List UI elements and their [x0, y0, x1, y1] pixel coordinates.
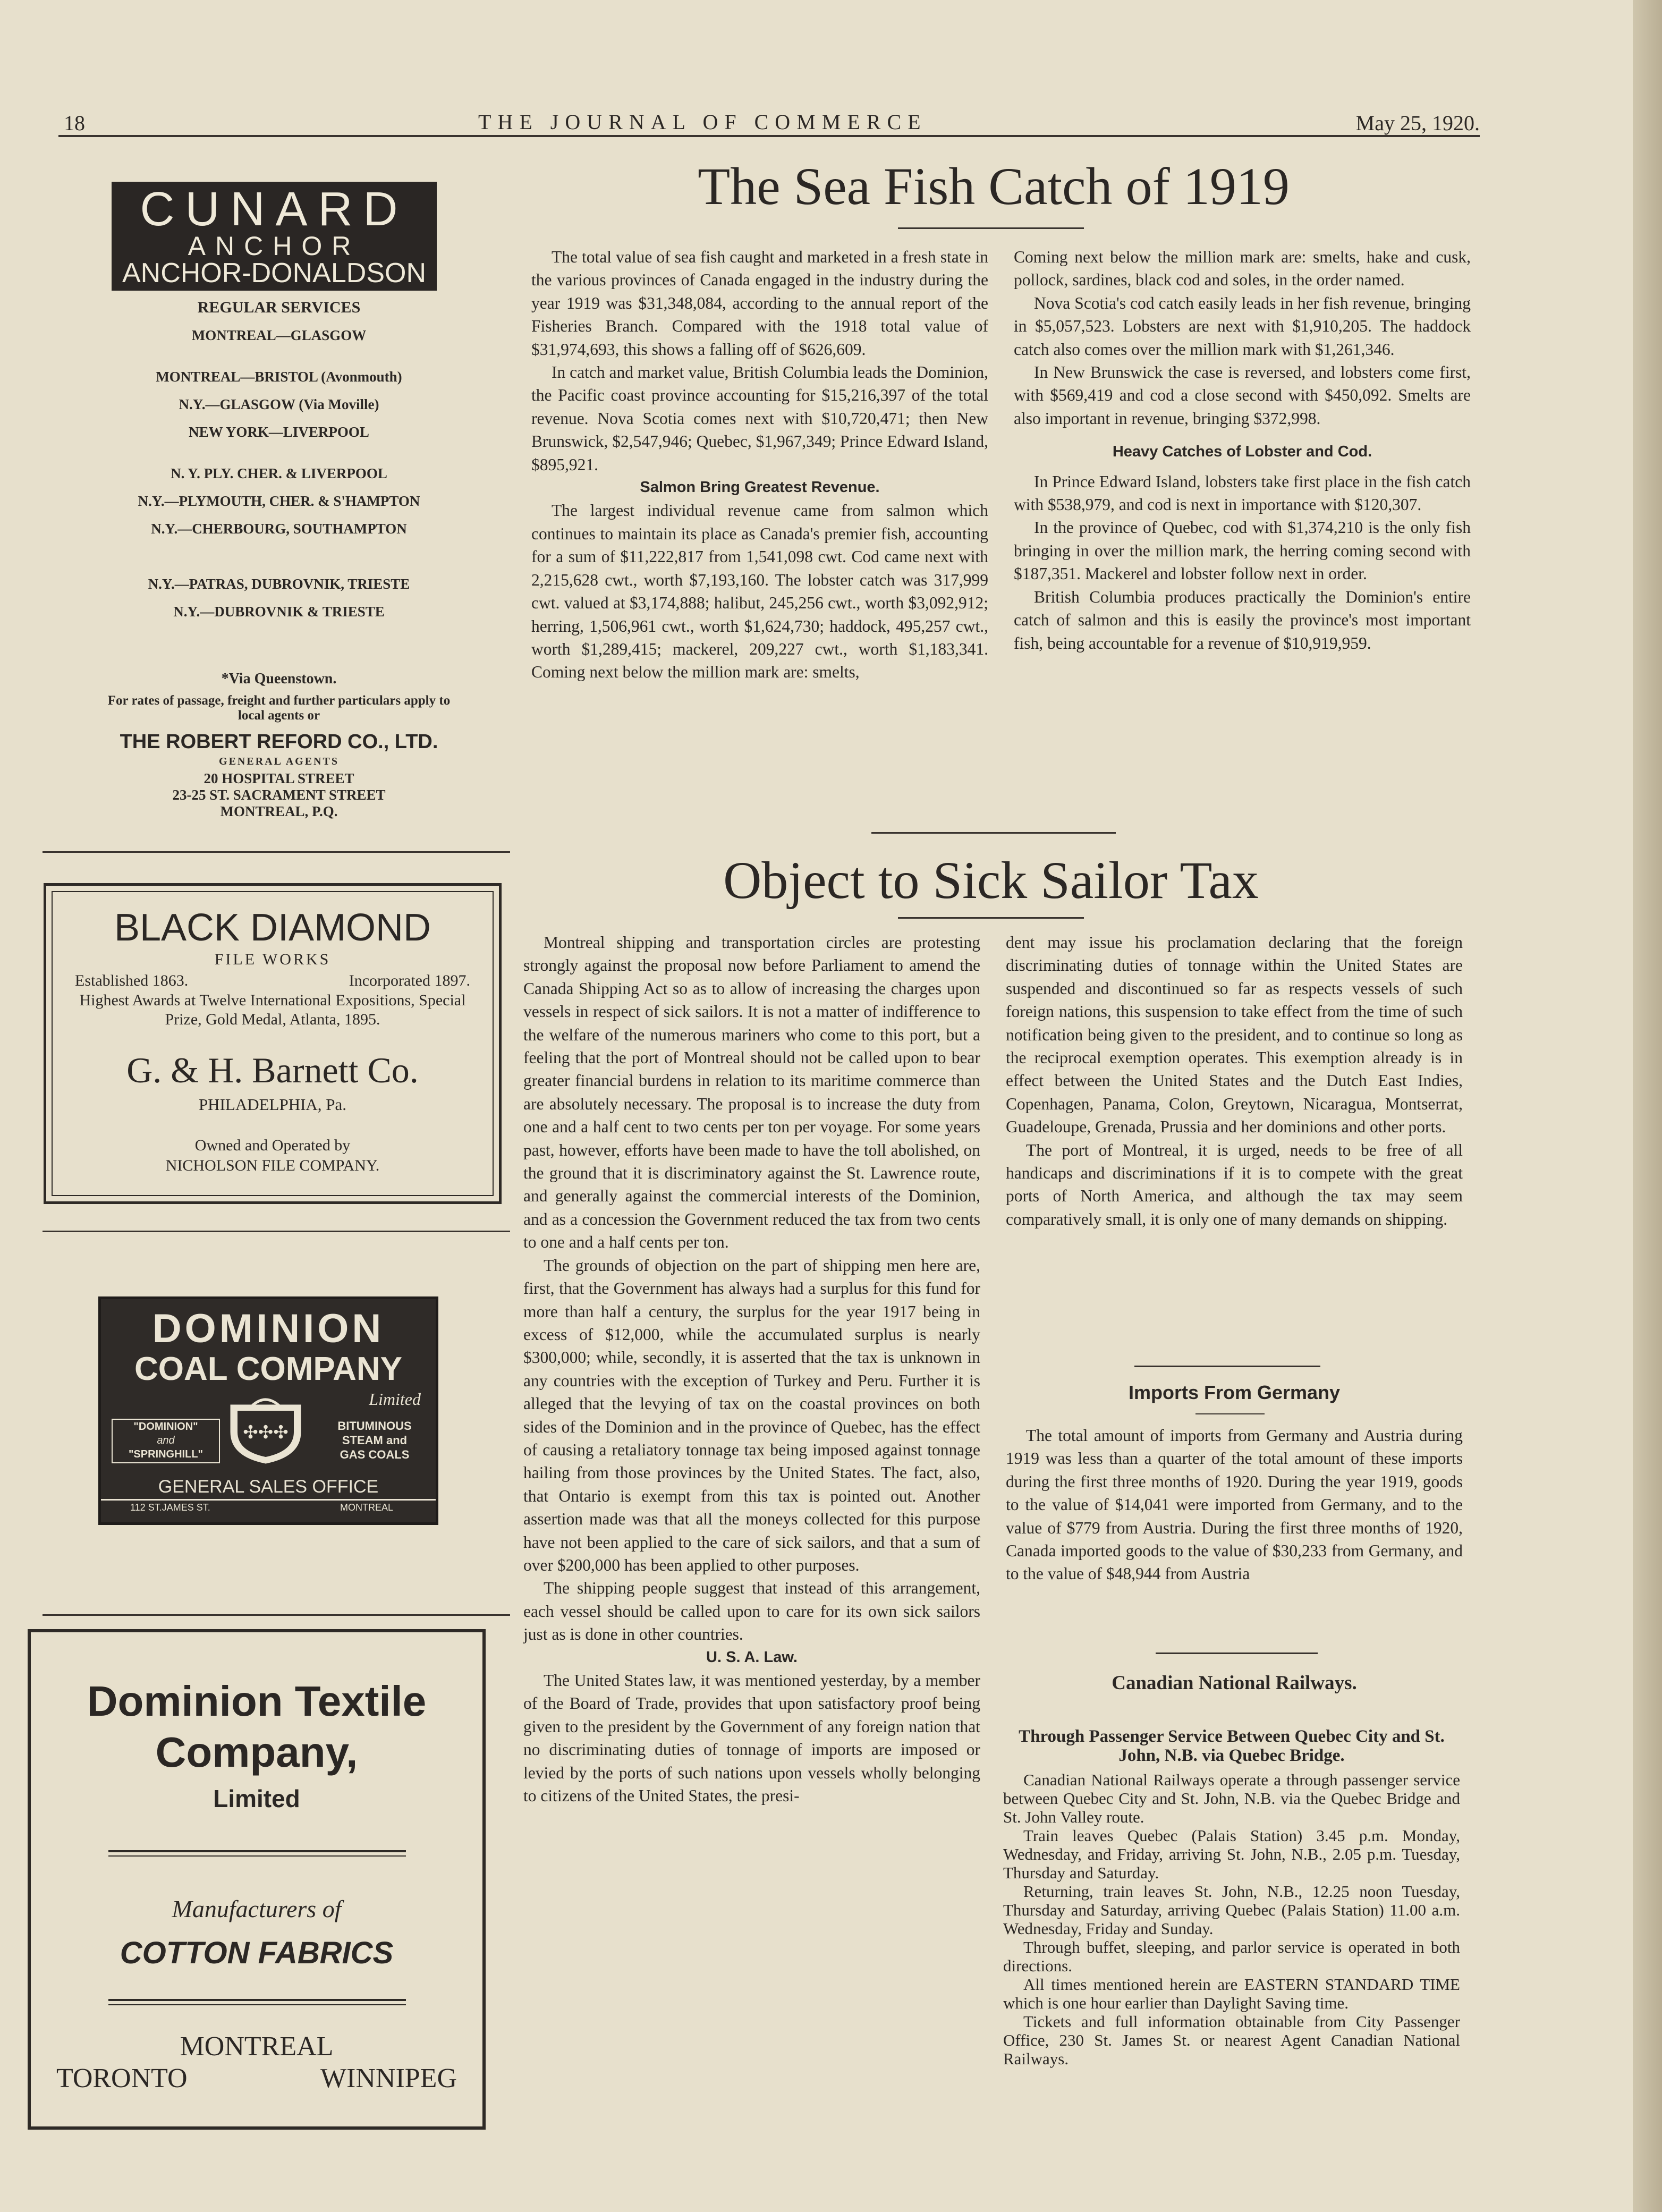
coal-left3: "SPRINGHILL" — [128, 1448, 203, 1460]
cunard-general-agents: GENERAL AGENTS — [219, 756, 339, 767]
cnr-para: All times mentioned herein are EASTERN STANDARD TIME which is one hour earlier than Daylight Saving time. — [1003, 1975, 1460, 2012]
sea-fish-subhead-lobster: Heavy Catches of Lobster and Cod. — [1112, 443, 1372, 461]
sick-sailor-para: The port of Montreal, it is urged, needs to be free of all handicaps and discriminations if it is to compete with the great ports of North America, and although the tax may seem comparatively small, it is only one of many demands on shipping. — [1006, 1140, 1463, 1228]
cnr-subhead: Through Passenger Service Between Quebec City and St. John, N.B. via Quebec Bridge. — [1019, 1727, 1445, 1765]
black-diamond-incorporated: Incorporated 1897. — [349, 972, 470, 989]
black-diamond-awards: Highest Awards at Twelve International Expositions, Special Prize, Gold Medal, Atlanta, 1895. — [79, 991, 466, 1028]
cunard-route-title: N.Y.—PLYMOUTH, CHER. & S'HAMPTON — [138, 493, 420, 509]
sea-fish-col2 — [1014, 245, 1471, 655]
textile-city-winnipeg: WINNIPEG — [320, 2063, 457, 2094]
article-divider — [871, 832, 1116, 834]
sick-sailor-para: The United States law, it was mentioned yesterday, by a member of the Board of Trade, provides that upon satisfactory proof being given to the president by the Government of any foreign nation that no discriminating duties of tonnage of imports are imposed or levied by the ports of such nations upon vessels wholly belonging to citizens of the United States, the presi- — [523, 1671, 980, 1806]
sea-fish-headline: The Sea Fish Catch of 1919 — [698, 157, 1290, 216]
coal-line1: DOMINION — [152, 1306, 385, 1351]
coal-left1: "DOMINION" — [133, 1421, 198, 1433]
black-diamond-title: BLACK DIAMOND — [114, 906, 431, 949]
black-diamond-subtitle: FILE WORKS — [214, 951, 331, 968]
cunard-route-title: MONTREAL—GLASGOW — [191, 327, 367, 343]
ad-divider-2 — [43, 1231, 510, 1232]
coal-limited: Limited — [369, 1389, 421, 1409]
cunard-route-title: N.Y.—CHERBOURG, SOUTHAMPTON — [151, 521, 407, 537]
sick-sailor-headline-rule — [898, 917, 1084, 919]
header-rule — [58, 135, 1480, 137]
cunard-line3: ANCHOR-DONALDSON — [122, 258, 427, 289]
sick-sailor-para: The grounds of objection on the part of shipping men here are, first, that the Government has always had a surplus for this fund for more than half a century, the surplus for the year 1917 being in excess of $12,000, while the accumulated surplus is nearly $300,000; while, secondly, it is asserted that the tax is unknown in any countries with the exception of Turkey and Peru. Further it is alleged that the levying of tax on the coastal provinces on both sides of the Dominion and in the province of Quebec, has the effect of causing a retaliatory tonnage tax being imposed against tonnage hailing from those provinces by the United States. The fact, also, that Ontario is exempt from this tax is pointed out. Another assertion made was that all the moneys collected for this purpose have not been applied to the care of sick sailors, and that a sum of over $200,000 has been applied to other purposes. — [523, 1256, 980, 1574]
cnr-top-rule — [1156, 1652, 1318, 1654]
sick-sailor-para: dent may issue his proclamation declaring that the foreign discriminating duties of tonnage within the United States are suspended and discontinued so far as respects vessels of such foreign nations, this suspension to take effect from the time of such notification being given to the president, and to continue so long as the reciprocal exemption operates. This exemption already is in effect between the United States and the Dutch East Indies, Copenhagen, Panama, Colon, Greytown, Nicaragua, Montserrat, Guadeloupe, Grenada, Prussia and her dominions and other ports. — [1006, 933, 1463, 1137]
cnr-para: Canadian National Railways operate a through passenger service between Quebec City and St. John, N.B. via the Quebec Bridge and St. John Valley route. — [1003, 1770, 1460, 1826]
textile-product: COTTON FABRICS — [120, 1936, 394, 1970]
sick-sailor-subhead-usa: U. S. A. Law. — [706, 1648, 798, 1666]
cunard-route-title: N.Y.—GLASGOW (Via Moville) — [179, 396, 379, 412]
sea-fish-subhead-salmon: Salmon Bring Greatest Revenue. — [640, 479, 880, 496]
textile-limited: Limited — [213, 1785, 300, 1812]
cunard-regular-services: REGULAR SERVICES — [197, 299, 361, 316]
coal-right3: GAS COALS — [340, 1448, 410, 1461]
coal-right1: BITUMINOUS — [337, 1419, 412, 1433]
sea-fish-para: The total value of sea fish caught and marketed in a fresh state in the various provinces of Canada engaged in the industry during the year 1919 was $31,348,084, according to the annual report of the Fisheries Branch. Compared with the 1918 total value of $31,974,693, this shows a falling off of $626,609. — [531, 248, 988, 359]
cunard-address1: 20 HOSPITAL STREET — [203, 770, 354, 786]
coal-line2: COAL COMPANY — [134, 1351, 403, 1387]
cunard-route-title: N.Y.—PATRAS, DUBROVNIK, TRIESTE — [148, 576, 410, 592]
sea-fish-headline-rule — [898, 227, 1084, 229]
cunard-rates-note: For rates of passage, freight and further particulars apply to local agents or — [107, 693, 451, 723]
sea-fish-col1 — [531, 245, 988, 684]
barnett-city: PHILADELPHIA, Pa. — [198, 1095, 347, 1114]
coal-brand-box — [112, 1419, 220, 1463]
textile-city-toronto: TORONTO — [56, 2063, 188, 2094]
barnett-company: G. & H. Barnett Co. — [126, 1050, 419, 1090]
coal-city: MONTREAL — [340, 1502, 393, 1513]
textile-city-montreal: MONTREAL — [180, 2031, 334, 2062]
running-head — [58, 106, 1480, 138]
sick-sailor-col2 — [1006, 931, 1463, 1231]
sick-sailor-col1 — [523, 931, 980, 1807]
page-edge-shadow — [1633, 0, 1662, 2212]
cunard-via-note: *Via Queenstown. — [221, 671, 337, 687]
cunard-route-title: N.Y.—DUBROVNIK & TRIESTE — [173, 604, 385, 620]
sea-fish-para: British Columbia produces practically the Dominion's entire catch of salmon and this is easily the province's most important fish, being accountable for a revenue of $10,919,959. — [1014, 587, 1471, 652]
sea-fish-para: The largest individual revenue came from salmon which continues to maintain its place as Canada's premier fish, accounting for a sum of $11,222,817 from 1,541,098 cwt. Cod came next with 2,215,628 cwt., worth $7,193,160. The lobster catch was 317,999 cwt. valued at $3,174,888; halibut, 245,256 cwt., worth $3,092,912; herring, 1,506,961 cwt., worth $1,624,730; haddock, 495,257 cwt., worth $1,289,415; mackerel, 209,227 cwt., worth $1,183,341. Coming next below the million mark are: smelts, — [531, 501, 988, 682]
sea-fish-para: In Prince Edward Island, lobsters take first place in the fish catch with $538,979, and cod is next in importance with $120,307. — [1014, 472, 1471, 514]
cnr-headline: Canadian National Railways. — [1112, 1672, 1357, 1694]
issue-date: May 25, 1920. — [1355, 111, 1480, 135]
sea-fish-para: In the province of Quebec, cod with $1,374,210 is the only fish bringing in over the million mark, the herring coming second with $187,351. Mackerel and lobster follow next in order. — [1014, 518, 1471, 583]
coal-left2: and — [157, 1435, 175, 1446]
cnr-para: Returning, train leaves St. John, N.B., 12.25 noon Tuesday, Thursday and Saturday, arriving Quebec (Palais Station) 11.00 a.m. Wednesday, Friday and Sunday. — [1003, 1882, 1460, 1938]
sick-sailor-headline: Object to Sick Sailor Tax — [723, 851, 1259, 910]
sick-sailor-para: The shipping people suggest that instead of this arrangement, each vessel should be called upon to care for its own sick sailors just as is done in other countries. — [523, 1579, 980, 1644]
journal-title: THE JOURNAL OF COMMERCE — [478, 110, 927, 134]
black-diamond-ad — [44, 883, 502, 1204]
cunard-logo-banner — [112, 182, 437, 291]
sick-sailor-para: Montreal shipping and transportation circles are protesting strongly against the proposal now before Parliament to amend the Canada Shipping Act so as to allow of increasing the charges upon vessels in respect of sick sailors. It is not a matter of indifference to the welfare of the numerous mariners who come to this port, but a feeling that the port of Montreal should not be called upon to bear greater financial burdens in relation to its maritime commerce than are absolutely necessary. The proposal is to increase the duty from one and a half cent to two cents per ton per voyage. For some years past, however, efforts have been made to have the toll abolished, on the ground that it is discriminatory against the St. Lawrence route, and generally against the commercial interests of the Dominion, and as a concession the Government reduced the tax from two cents to one and a half cents per ton. — [523, 933, 980, 1252]
cunard-route-title: N. Y. PLY. CHER. & LIVERPOOL — [171, 465, 387, 481]
dominion-textile-ad — [28, 1629, 486, 2130]
coal-types — [324, 1419, 425, 1462]
sea-fish-para: In catch and market value, British Columbia leads the Dominion, the Pacific coast province accounting for $15,216,397 of the total revenue. Nova Scotia comes next with $10,720,471; then New Brunswick, $2,547,946; Quebec, $1,967,349; Prince Edward Island, $895,921. — [531, 363, 988, 474]
black-diamond-owner: NICHOLSON FILE COMPANY. — [165, 1157, 380, 1174]
coal-shield-emblem — [221, 1395, 311, 1464]
imports-headline-rule — [1195, 1413, 1265, 1414]
coal-street: 112 ST.JAMES ST. — [130, 1502, 210, 1513]
black-diamond-owned: Owned and Operated by — [194, 1137, 351, 1154]
textile-manufacturers: Manufacturers of — [172, 1895, 342, 1922]
cunard-route-title: MONTREAL—BRISTOL (Avonmouth) — [156, 369, 402, 385]
textile-name2: Company, — [155, 1728, 358, 1776]
cnr-para: Tickets and full information obtainable from City Passenger Office, 230 St. James St. or nearest Agent Canadian National Railways. — [1003, 2012, 1460, 2068]
page-number: 18 — [64, 111, 85, 135]
cunard-agent-company: THE ROBERT REFORD CO., LTD. — [120, 731, 438, 753]
imports-top-rule — [1134, 1366, 1320, 1367]
sea-fish-para: Nova Scotia's cod catch easily leads in her fish revenue, bringing in $5,057,523. Lobsters are next with $1,910,205. The haddock catch also comes over the million mark with $1,261,346. — [1014, 293, 1471, 359]
dominion-coal-ad — [98, 1296, 438, 1525]
cunard-line1: CUNARD — [140, 183, 409, 236]
coal-right2: STEAM and — [342, 1434, 408, 1447]
imports-body: The total amount of imports from Germany and Austria during 1919 was less than a quarter of the total amount of these imports during the first three months of 1920. During the year 1919, goods to the value of $14,041 were imported from Germany, and to the value of $779 from Austria. During the first three months of 1920, Canada imported goods to the value of $30,233 from Germany, and to the value of $48,944 from Austria — [1006, 1426, 1463, 1583]
ad-divider-3 — [43, 1614, 510, 1616]
imports-body-col — [1006, 1424, 1463, 1586]
black-diamond-established: Established 1863. — [75, 972, 189, 989]
sea-fish-para: In New Brunswick the case is reversed, and lobsters come first, with $569,419 and cod a close second with $450,092. Smelts are also important in revenue, bringing $372,998. — [1014, 363, 1471, 428]
imports-headline: Imports From Germany — [1128, 1382, 1341, 1403]
cnr-body — [1003, 1727, 1460, 2068]
coal-office: GENERAL SALES OFFICE — [158, 1477, 379, 1497]
textile-name1: Dominion Textile — [87, 1677, 427, 1725]
cunard-address3: MONTREAL, P.Q. — [220, 803, 338, 819]
svg-text:✣✣✣: ✣✣✣ — [243, 1422, 289, 1443]
ad-divider-1 — [43, 851, 510, 853]
cnr-para: Train leaves Quebec (Palais Station) 3.45 p.m. Monday, Wednesday, and Friday, arriving St. John, N.B., 2.05 p.m. Tuesday, Thursday and Saturday. — [1003, 1826, 1460, 1882]
cunard-address2: 23-25 ST. SACRAMENT STREET — [172, 787, 386, 803]
cunard-line2: ANCHOR — [188, 231, 361, 261]
sea-fish-para: Coming next below the million mark are: smelts, hake and cusk, pollock, sardines, black cod and soles, in the order named. — [1014, 248, 1471, 290]
cnr-para: Through buffet, sleeping, and parlor service is operated in both directions. — [1003, 1938, 1460, 1975]
cunard-route-title: NEW YORK—LIVERPOOL — [189, 424, 369, 440]
